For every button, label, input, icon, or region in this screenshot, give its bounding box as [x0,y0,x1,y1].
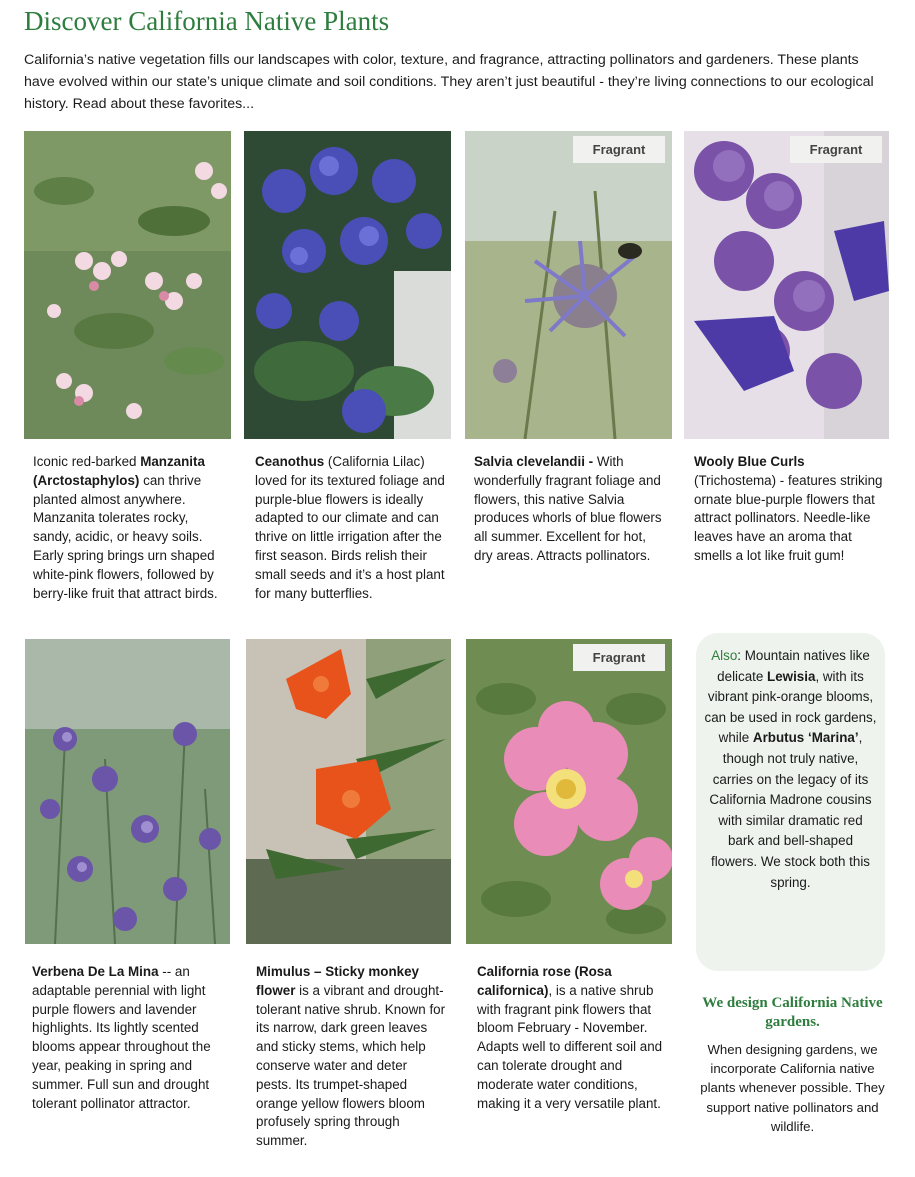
fragrant-badge: Fragrant [573,136,665,163]
intro-paragraph: California’s native vegetation fills our landscapes with color, texture, and fragrance, attracting pollinators and gardeners. These plants have evolved within our state’s unique climate and soil conditions. They aren’t just beautiful - they’re living connections to our ecological history. Read about these favorites... [24,52,874,112]
page-title: Discover California Native Plants [24,6,390,36]
verbena-photo [25,639,230,944]
salvia-description: Salvia clevelandii - With wonderfully fragrant foliage and flowers, this native Salvia produces whorls of blue flowers all summer. Excellent for hot, dry areas. Attracts pollinators. [474,454,662,563]
plant-name: California rose (Rosa californica) [477,964,612,998]
manzanita-description: Iconic red-barked Manzanita (Arctostaphylos) can thrive planted almost anywhere. Manzanita tolerates rocky, sandy, acidic, or heavy soils. Early spring brings urn shaped white-pink flowers, followed by berry-like fruit that attract birds. [33,454,218,601]
plant-name: Salvia clevelandii - [474,454,594,469]
verbena-description: Verbena De La Mina -- an adaptable perennial with light purple flowers and lavender highlights. Its lightly scented blooms appear throughout the year, peaking in spring and summer. Full sun and drought tolerant pollinator attractor. [32,964,211,1111]
california-rose-photo [466,639,672,944]
fragrant-badge: Fragrant [573,644,665,671]
wooly-blue-curls-photo [684,131,889,439]
plant-name: Verbena De La Mina [32,964,159,979]
wooly-blue-curls-description: Wooly Blue Curls (Trichostema) - features striking ornate blue-purple flowers that attract pollinators. Needle-like leaves have an aroma that smells a lot like fruit gum! [694,454,883,563]
also-lead: Also [711,648,738,663]
plant-name: Ceanothus [255,454,325,469]
ceanothus-photo [244,131,451,439]
mimulus-description: Mimulus – Sticky monkey flower is a vibrant and drought-tolerant native shrub. Known for its narrow, dark green leaves and sticky stems, which help conserve water and deter pests. Its trumpet-shaped orange yellow flowers bloom profusely spring through summer. [256,964,446,1149]
fragrant-badge: Fragrant [790,136,882,163]
plant-name: Wooly Blue Curls [694,454,805,469]
ceanothus-description: Ceanothus (California Lilac) loved for its textured foliage and purple-blue flowers is ideally adapted to our climate and can thrive on little irrigation after the first season. Birds relish their small seeds and it’s a host plant for many butterflies. [255,454,445,601]
design-text: When designing gardens, we incorporate California native plants whenever possible. They support native pollinators and wildlife. [700,1042,885,1134]
manzanita-photo [24,131,231,439]
design-heading: We design California Native gardens. [702,995,883,1030]
salvia-photo [465,131,672,439]
plant-name: Manzanita (Arctostaphylos) [33,454,205,488]
plant-name: Mimulus – Sticky monkey flower [256,964,419,998]
mimulus-photo [246,639,451,944]
also-callout-text: Also: Mountain natives like delicate Lewisia, with its vibrant pink-orange blooms, can be used in rock gardens, while Arbutus ‘Marina’, though not truly native, carries on the legacy of its California Madrone cousins with similar dramatic red bark and bell-shaped flowers. We stock both this spring. [704,648,877,890]
california-rose-description: California rose (Rosa californica), is a native shrub with fragrant pink flowers that bloom February - November. Adapts well to different soil and can tolerate drought and moderate water conditions, making it a very versatile plant. [477,964,663,1111]
